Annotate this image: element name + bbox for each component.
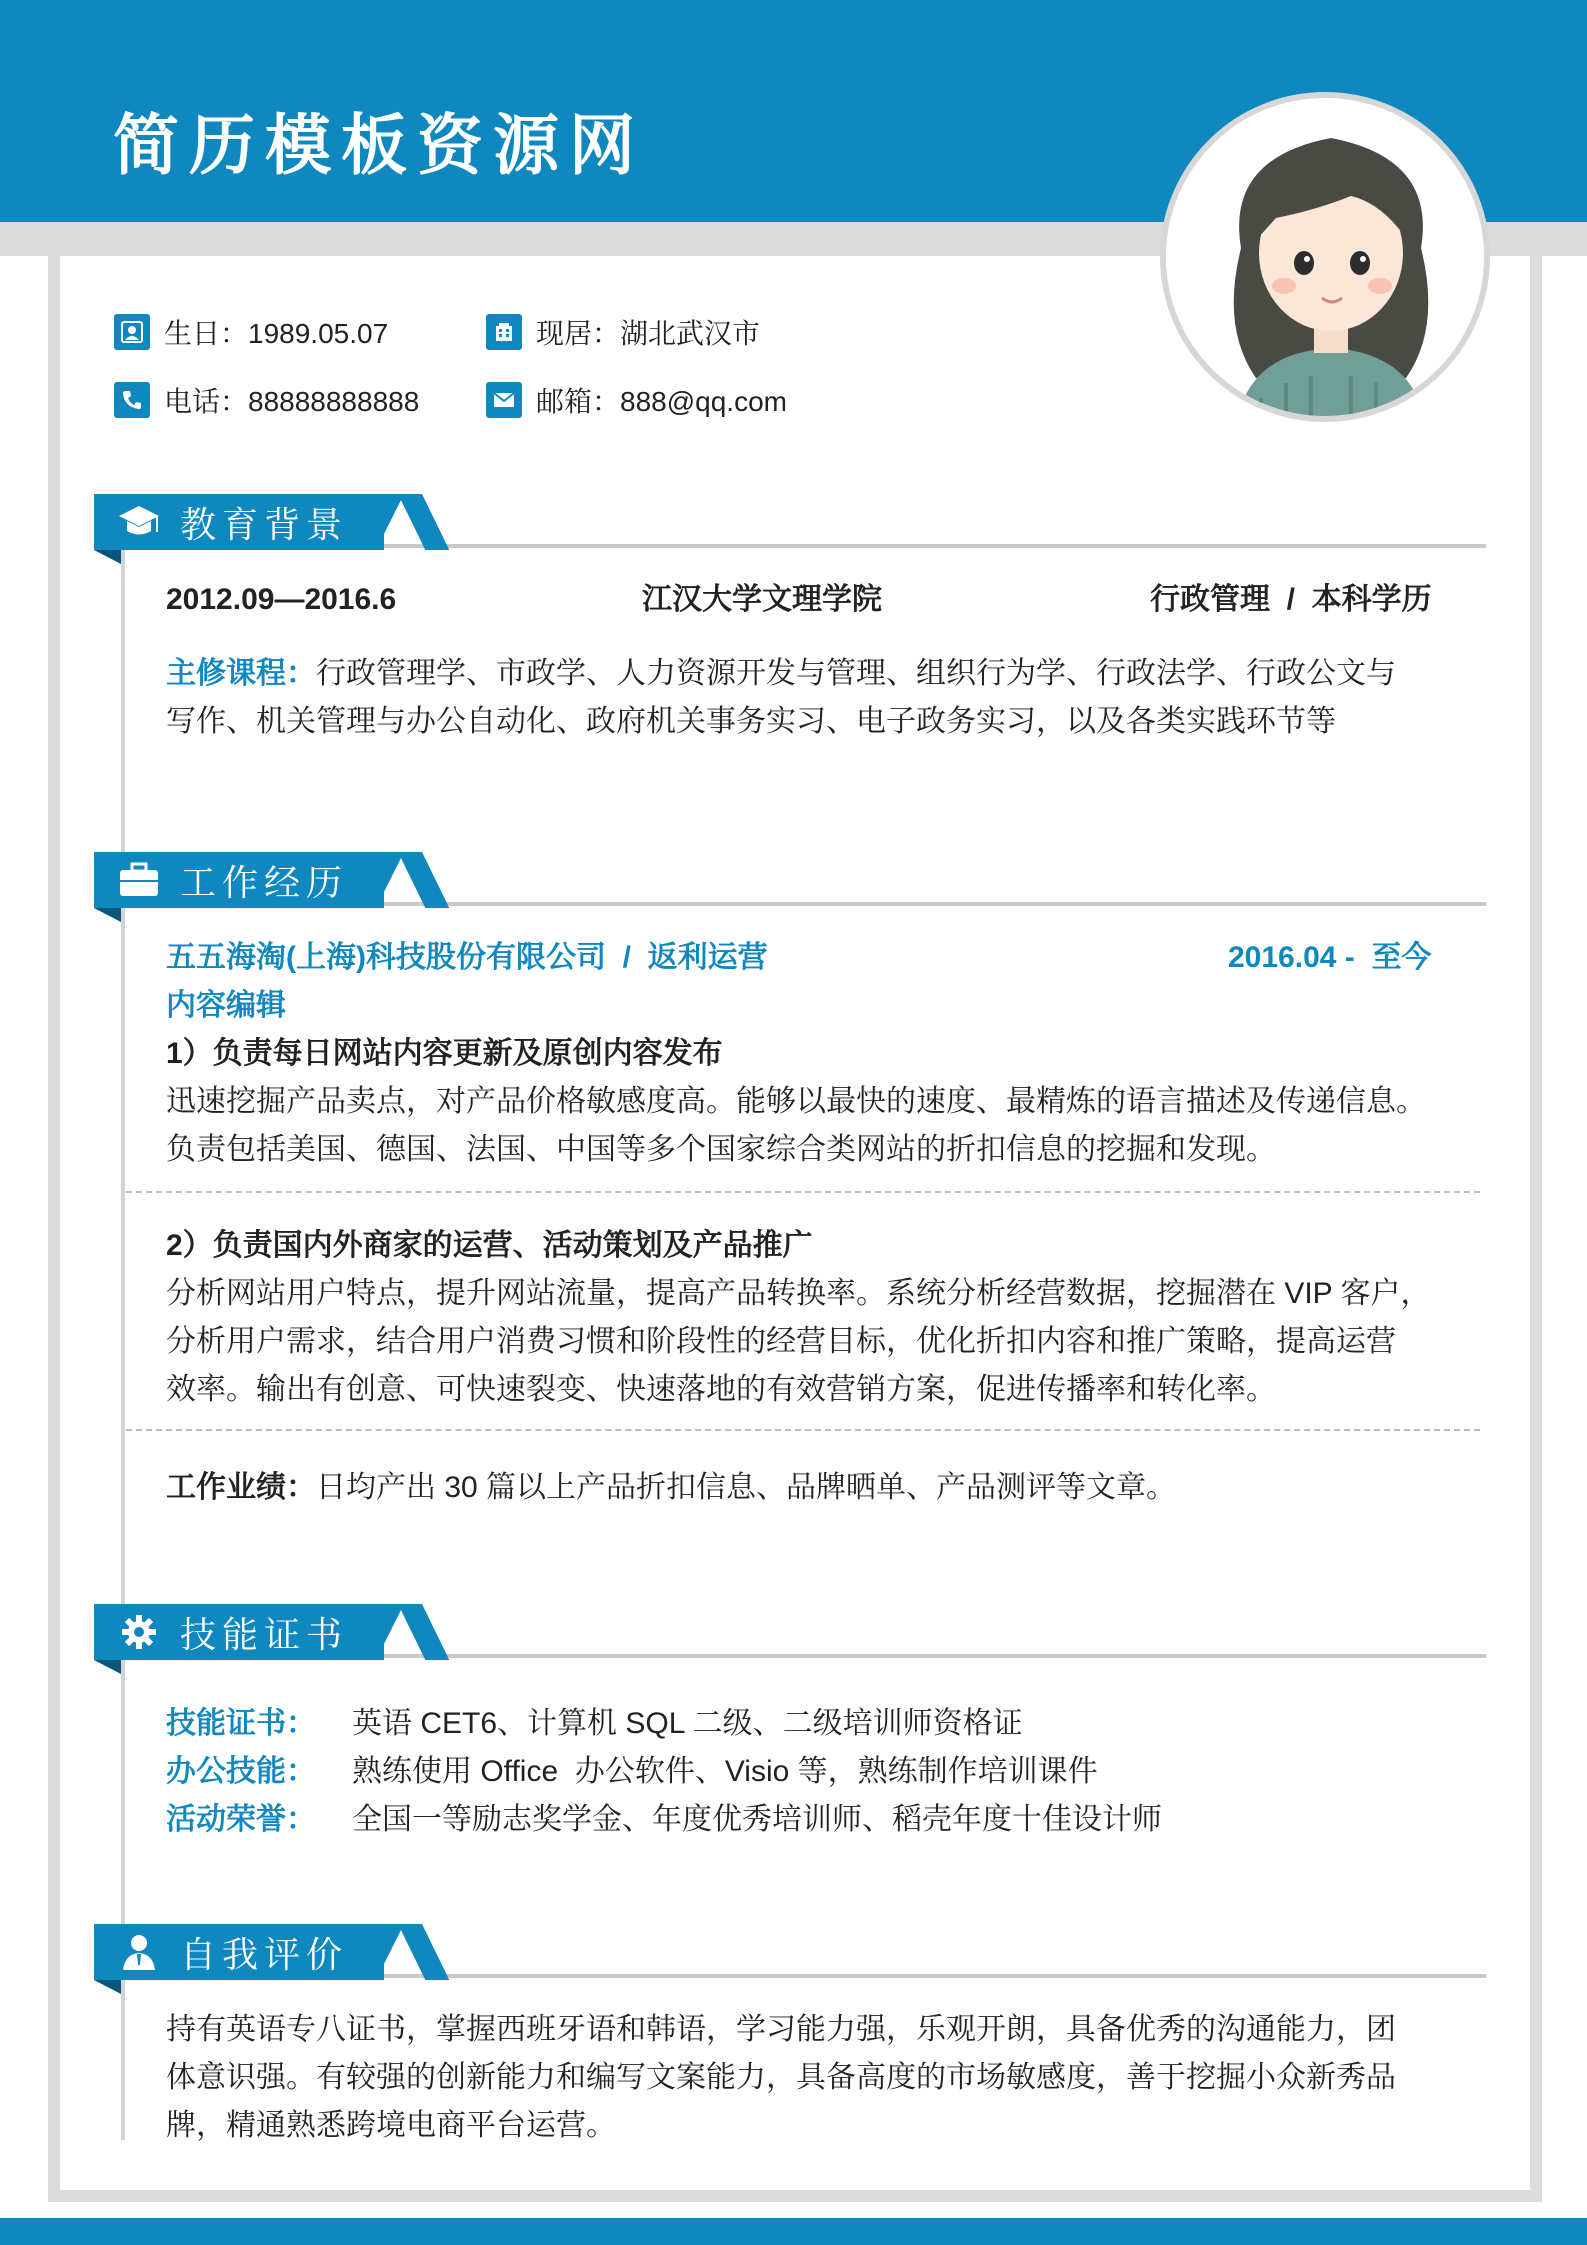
- skills-row: [166, 1794, 1162, 1838]
- skills-value: 全国一等励志奖学金、年度优秀培训师、稻壳年度十佳设计师: [352, 1803, 1162, 1836]
- duty2-line2: 分析用户需求，结合用户消费习惯和阶段性的经营目标，优化折扣内容和推广策略，提高运营: [166, 1325, 1396, 1358]
- phone-text: 电话：88888888888: [164, 386, 420, 417]
- skills-value: 熟练使用 Office 办公软件、Visio 等，熟练制作培训课件: [352, 1755, 1098, 1788]
- tab-slant: [376, 494, 404, 550]
- duty1-line2: 负责包括美国、德国、法国、中国等多个国家综合类网站的折扣信息的挖掘和发现。: [166, 1133, 1276, 1166]
- self-eval-line3: 牌，精通熟悉跨境电商平台运营。: [166, 2109, 616, 2142]
- tab-fold: [94, 1980, 121, 1994]
- residence-text: 现居：湖北武汉市: [536, 318, 761, 349]
- section-rule: [384, 544, 1486, 548]
- avatar: [1160, 92, 1490, 422]
- work-period: 2016.04 - 至今: [1228, 941, 1432, 974]
- birthday-text: 生日：1989.05.07: [164, 318, 389, 349]
- building-icon: [486, 314, 522, 350]
- section-rule: [384, 1654, 1486, 1658]
- section-tab: [94, 852, 384, 908]
- duty1-title: 1）负责每日网站内容更新及原创内容发布: [166, 1037, 723, 1070]
- work-company-role: 五五海淘(上海)科技股份有限公司 / 返利运营: [166, 941, 768, 974]
- site-title: 简历模板资源网: [113, 107, 645, 184]
- duty1-line1: 迅速挖掘产品卖点，对产品价格敏感度高。能够以最快的速度、最精炼的语言描述及传递信息。: [166, 1085, 1426, 1118]
- section-rule: [384, 902, 1486, 906]
- tab-stripe: [398, 1604, 449, 1660]
- divider: [126, 1429, 1480, 1431]
- email-text: 邮箱：888@qq.com: [536, 386, 787, 417]
- self-eval-line2: 体意识强。有较强的创新能力和编写文案能力，具备高度的市场敏感度，善于挖掘小众新秀品: [166, 2061, 1396, 2094]
- duty2-line3: 效率。输出有创意、可快速裂变、快速落地的有效营销方案，促进传播率和转化率。: [166, 1373, 1276, 1406]
- tab-stripe: [398, 494, 449, 550]
- skills-row: [166, 1746, 1098, 1790]
- skills-label: 办公技能：: [166, 1755, 316, 1788]
- section-tab: [94, 1924, 384, 1980]
- info-residence: [486, 312, 760, 352]
- graduation-cap-icon: [114, 497, 164, 547]
- tab-slant: [376, 1924, 404, 1980]
- info-birthday: [114, 312, 388, 352]
- section-title: 教育背景: [180, 504, 349, 546]
- divider: [126, 1191, 1480, 1193]
- gear-icon: [114, 1607, 164, 1657]
- achievement-label: 工作业绩：: [166, 1471, 316, 1504]
- section-title: 技能证书: [180, 1614, 349, 1656]
- section-education-header: [94, 494, 1486, 550]
- duty2-title: 2）负责国内外商家的运营、活动策划及产品推广: [166, 1229, 813, 1262]
- tab-fold: [94, 1660, 121, 1674]
- tab-fold: [94, 908, 121, 922]
- tab-fold: [94, 550, 121, 564]
- section-work-header: [94, 852, 1486, 908]
- courses-label: 主修课程：: [166, 657, 316, 690]
- self-eval-line1: 持有英语专八证书，掌握西班牙语和韩语，学习能力强，乐观开朗，具备优秀的沟通能力，团: [166, 2013, 1396, 2046]
- section-skills-header: [94, 1604, 1486, 1660]
- courses-line2: 写作、机关管理与办公自动化、政府机关事务实习、电子政务实习，以及各类实践环节等: [166, 705, 1336, 738]
- work-achievement: [166, 1464, 1176, 1512]
- section-title: 自我评价: [180, 1934, 349, 1976]
- phone-icon: [114, 382, 150, 418]
- info-email: [486, 380, 787, 420]
- work-role2: 内容编辑: [166, 989, 286, 1022]
- timeline-line: [121, 550, 125, 2140]
- section-self-eval-header: [94, 1924, 1486, 1980]
- education-school: 江汉大学文理学院: [642, 583, 882, 616]
- skills-label: 活动荣誉：: [166, 1803, 316, 1836]
- tab-stripe: [398, 852, 449, 908]
- section-tab: [94, 1604, 384, 1660]
- education-courses: [166, 650, 1396, 698]
- briefcase-icon: [114, 855, 164, 905]
- info-phone: [114, 380, 419, 420]
- section-tab: [94, 494, 384, 550]
- achievement-text: 日均产出 30 篇以上产品折扣信息、品牌晒单、产品测评等文章。: [316, 1471, 1177, 1504]
- footer-bar: [0, 2218, 1587, 2245]
- tab-slant: [376, 852, 404, 908]
- section-title: 工作经历: [180, 862, 349, 904]
- education-period: 2012.09—2016.6: [166, 583, 397, 616]
- skills-row: [166, 1698, 1023, 1742]
- skills-value: 英语 CET6、计算机 SQL 二级、二级培训师资格证: [352, 1707, 1023, 1740]
- courses-line1: 行政管理学、市政学、人力资源开发与管理、组织行为学、行政法学、行政公文与: [316, 657, 1396, 690]
- tab-stripe: [398, 1924, 449, 1980]
- person-icon: [114, 1927, 164, 1977]
- education-major-degree: 行政管理 / 本科学历: [1150, 583, 1432, 616]
- user-id-icon: [114, 314, 150, 350]
- mail-icon: [486, 382, 522, 418]
- duty2-line1: 分析网站用户特点，提升网站流量，提高产品转换率。系统分析经营数据，挖掘潜在 VIP 客户，: [166, 1277, 1431, 1310]
- tab-slant: [376, 1604, 404, 1660]
- section-rule: [384, 1974, 1486, 1978]
- skills-label: 技能证书：: [166, 1707, 316, 1740]
